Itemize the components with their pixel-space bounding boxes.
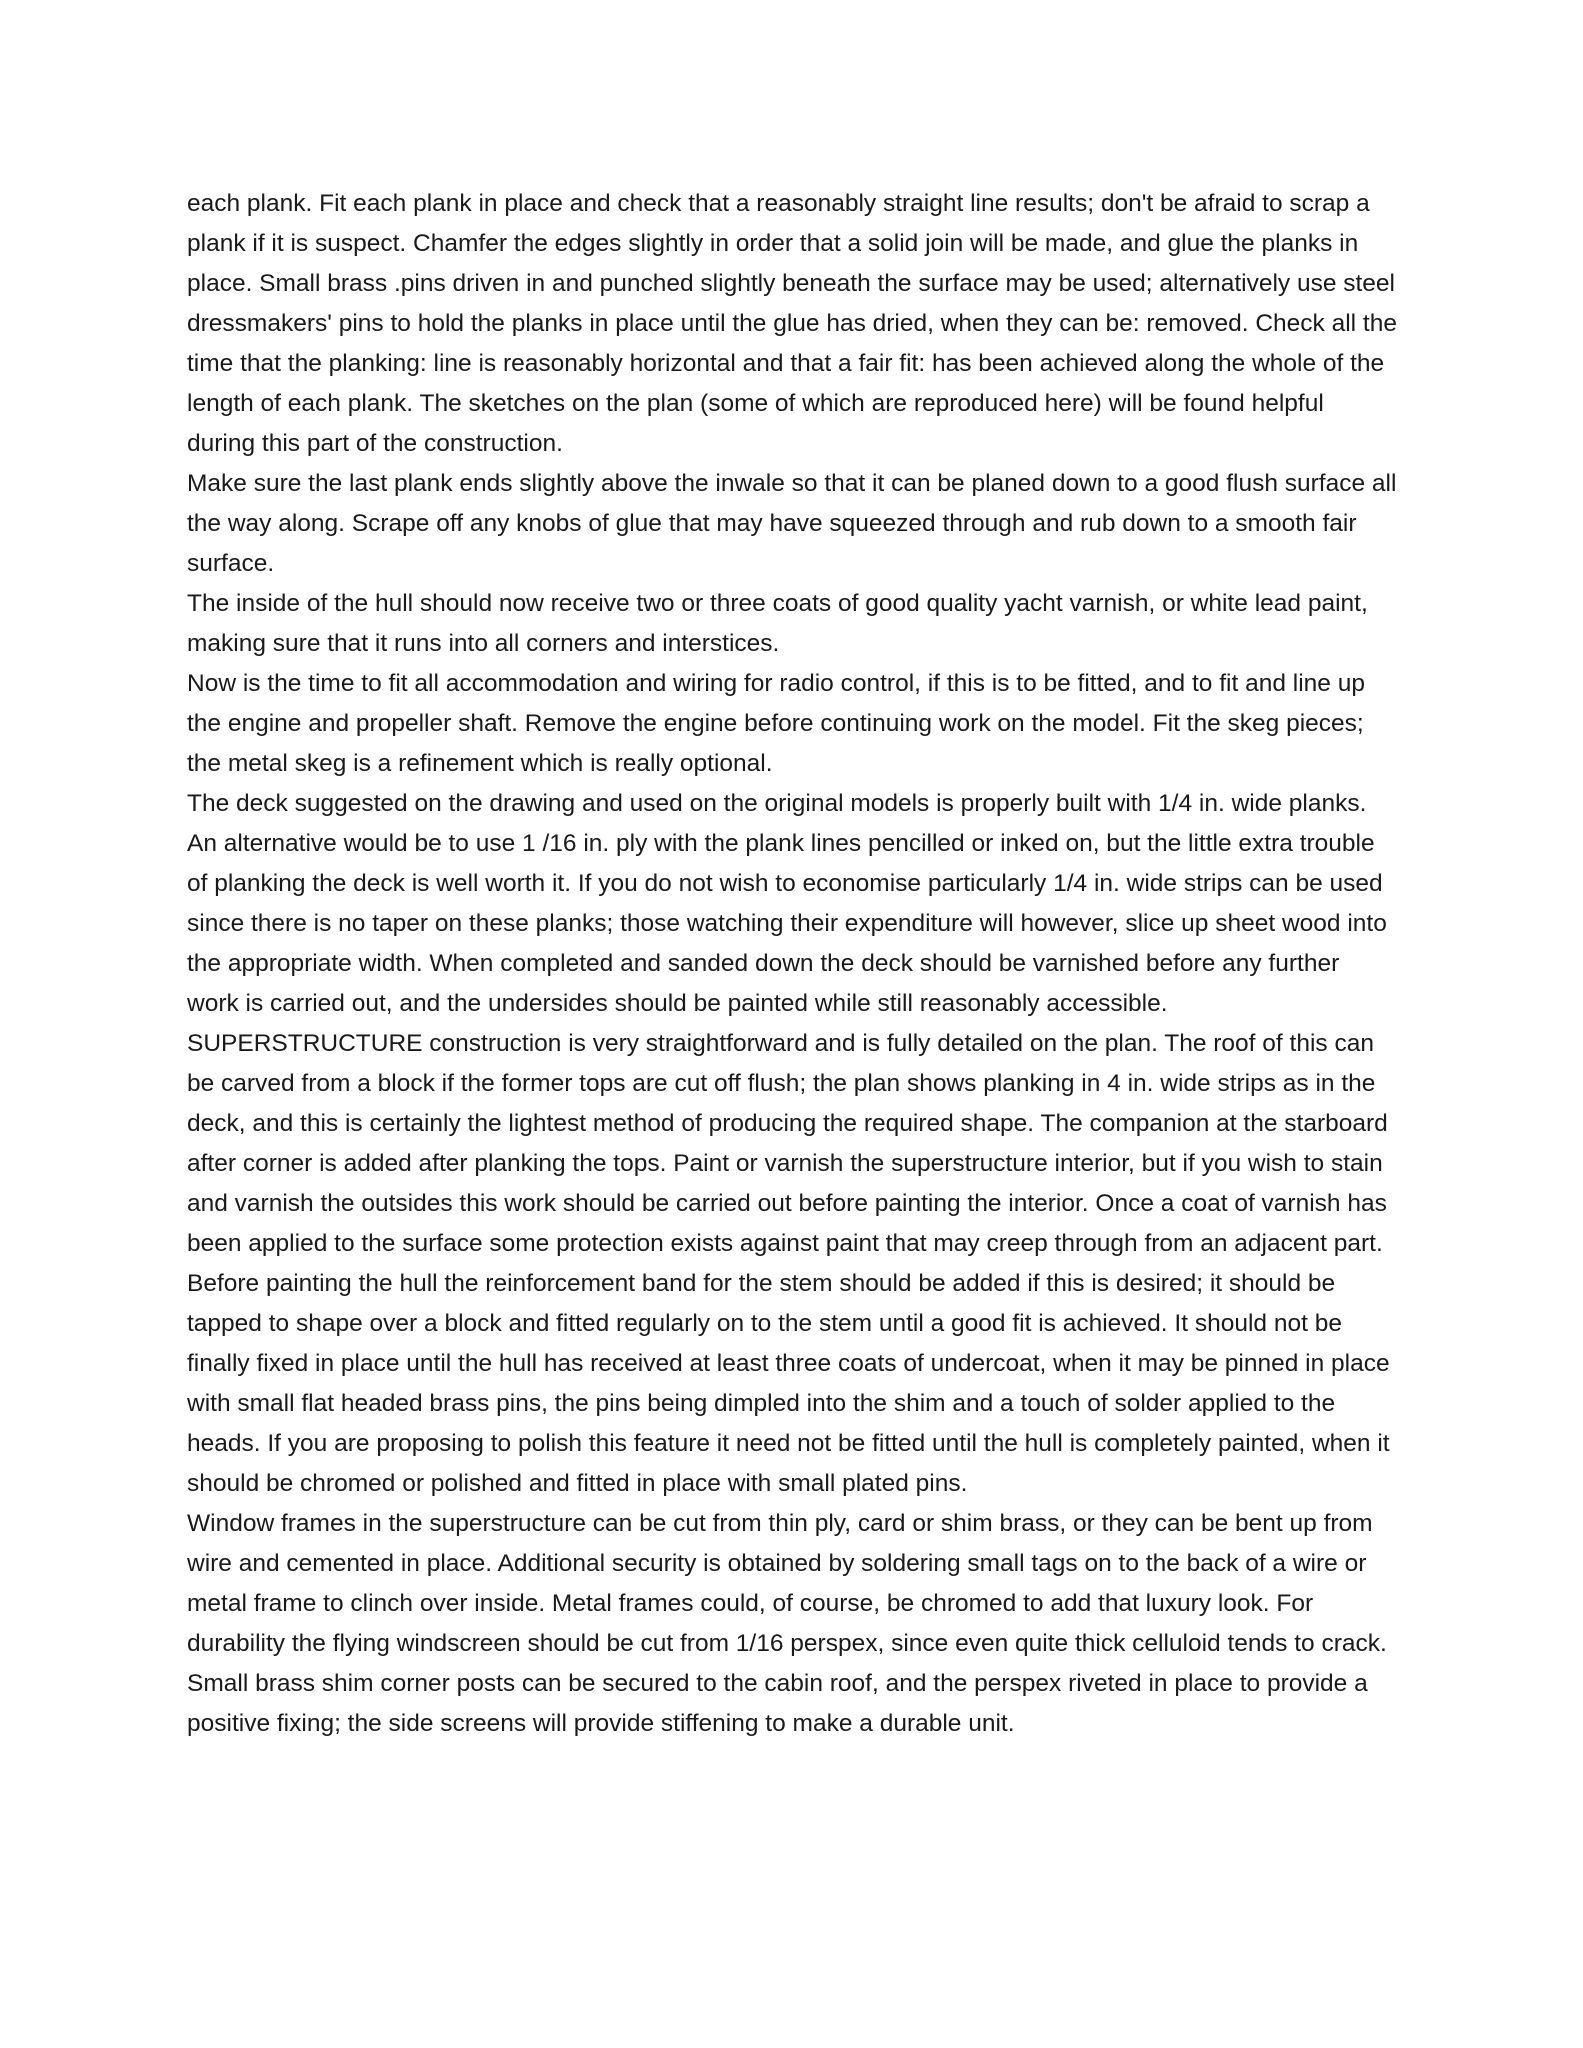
paragraph-last-plank: Make sure the last plank ends slightly above the inwale so that it can be planed down to a good flush surface all the way along. Scrape off any knobs of glue that may have squeezed through and rub down to a smooth fair surface.	[187, 470, 1397, 577]
paragraph-stem-band: Before painting the hull the reinforcement band for the stem should be added if this is desired; it should be tapped to shape over a block and fitted regularly on to the stem until a good fit is achieved. It should not be finally fixed in place until the hull has received at least three coats of undercoat, when it may be pinned in place with small flat headed brass pins, the pins being dimpled into the shim and a touch of solder applied to the heads. If you are proposing to polish this feature it need not be fitted until the hull is completely painted, when it should be chromed or polished and fitted in place with small plated pins.	[187, 1270, 1390, 1497]
body-text	[187, 184, 1397, 1744]
paragraph-deck: The deck suggested on the drawing and used on the original models is properly built with 1/4 in. wide planks. An alternative would be to use 1 /16 in. ply with the plank lines pencilled or inked on, but the little extra trouble of planking the deck is well worth it. If you do not wish to economise particularly 1/4 in. wide strips can be used since there is no taper on these planks; those watching their expenditure will however, slice up sheet wood into the appropriate width. When completed and sanded down the deck should be varnished before any further work is carried out, and the undersides should be painted while still reasonably accessible.	[187, 790, 1387, 1017]
paragraph-window-frames: Window frames in the superstructure can be cut from thin ply, card or shim brass, or they can be bent up from wire and cemented in place. Additional security is obtained by soldering small tags on to the back of a wire or metal frame to clinch over inside. Metal frames could, of course, be chromed to add that luxury look. For durability the flying windscreen should be cut from 1/16 perspex, since even quite thick celluloid tends to crack. Small brass shim corner posts can be secured to the cabin roof, and the perspex riveted in place to provide a positive fixing; the side screens will provide stiffening to make a durable unit.	[187, 1510, 1387, 1737]
paragraph-superstructure: SUPERSTRUCTURE construction is very straightforward and is fully detailed on the plan. The roof of this can be carved from a block if the former tops are cut off flush; the plan shows planking in 4 in. wide strips as in the deck, and this is certainly the lightest method of producing the required shape. The companion at the starboard after corner is added after planking the tops. Paint or varnish the superstructure interior, but if you wish to stain and varnish the outsides this work should be carried out before painting the interior. Once a coat of varnish has been applied to the surface some protection exists against paint that may creep through from an adjacent part.	[187, 1030, 1388, 1257]
paragraph-hull-varnish: The inside of the hull should now receive two or three coats of good quality yacht varnish, or white lead paint, making sure that it runs into all corners and interstices.	[187, 590, 1368, 657]
paragraph-accommodation-radio: Now is the time to fit all accommodation and wiring for radio control, if this is to be fitted, and to fit and line up the engine and propeller shaft. Remove the engine before continuing work on the model. Fit the skeg pieces; the metal skeg is a refinement which is really optional.	[187, 670, 1365, 777]
paragraph-planking-fit: each plank. Fit each plank in place and check that a reasonably straight line results; don't be afraid to scrap a plank if it is suspect. Chamfer the edges slightly in order that a solid join will be made, and glue the planks in place. Small brass .pins driven in and punched slightly beneath the surface may be used; alternatively use steel dressmakers' pins to hold the planks in place until the glue has dried, when they can be: removed. Check all the time that the planking: line is reasonably horizontal and that a fair fit: has been achieved along the whole of the length of each plank. The sketches on the plan (some of which are reproduced here) will be found helpful during this part of the construction.	[187, 190, 1397, 457]
